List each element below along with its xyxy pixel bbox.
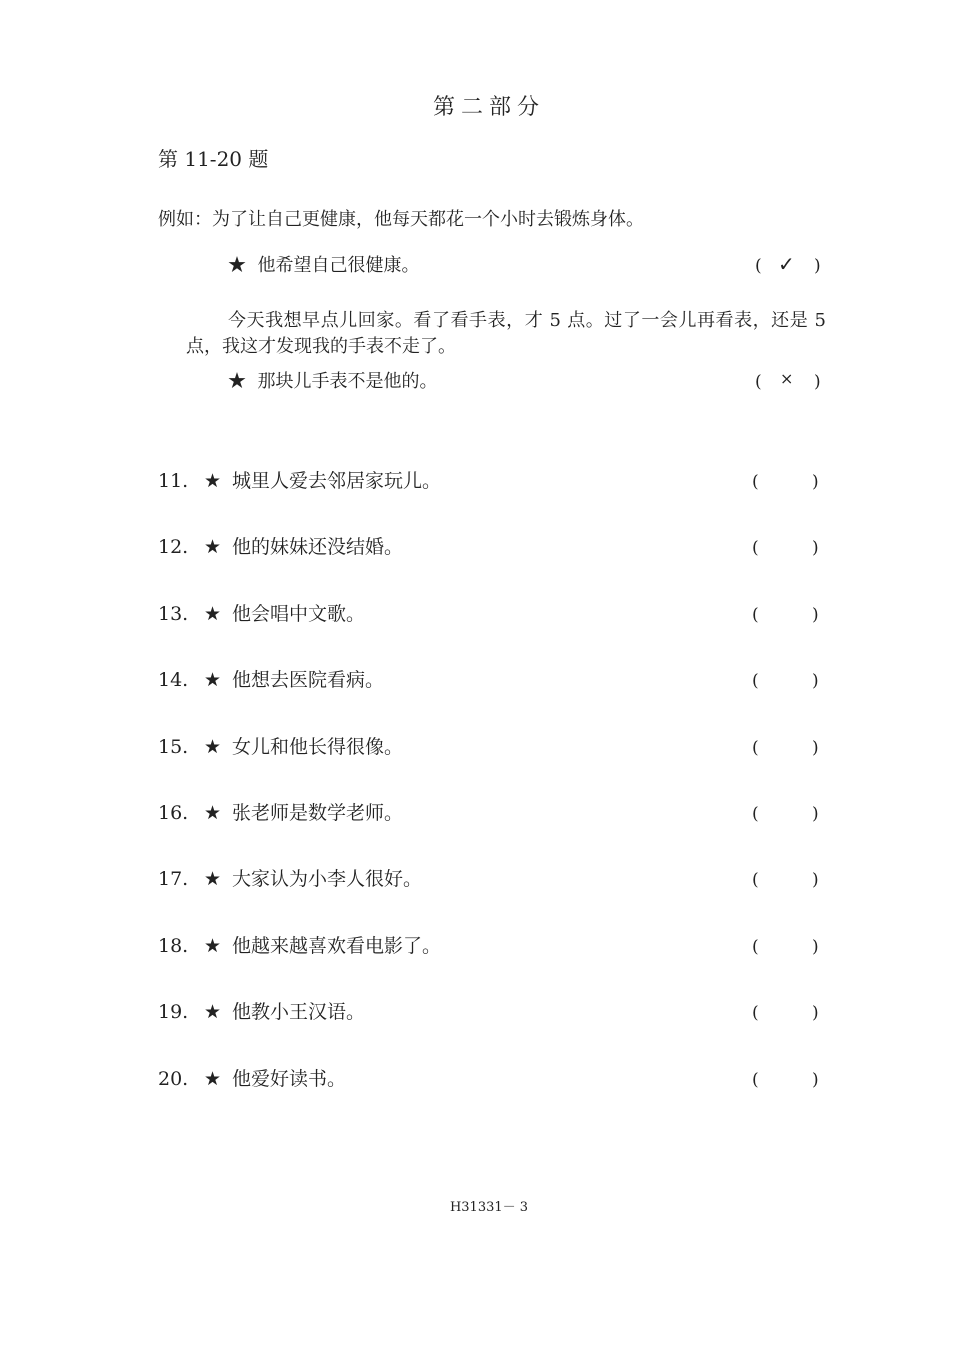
question-statement: 他爱好读书。 — [232, 1067, 347, 1090]
answer-close-paren: ) — [812, 538, 819, 559]
question-number: 17. — [158, 868, 189, 891]
cross-mark-answer: × — [780, 369, 794, 388]
question-item — [158, 735, 404, 758]
answer-open-paren[interactable]: ( — [752, 671, 759, 692]
question-statement: 城里人爱去邻居家玩儿。 — [232, 470, 442, 492]
star-icon: ★ — [204, 536, 222, 559]
question-statement: 他的妹妹还没结婚。 — [232, 536, 404, 559]
answer-close-paren: ) — [812, 936, 819, 957]
statement-text: 他希望自己很健康。 — [257, 255, 420, 276]
section-title: 第二部分 — [432, 95, 545, 120]
statement-text: 那块儿手表不是他的。 — [257, 371, 438, 392]
question-item — [158, 804, 403, 823]
question-item — [158, 602, 366, 625]
star-icon: ★ — [204, 1001, 222, 1024]
question-statement: 他想去医院看病。 — [232, 669, 385, 692]
question-statement: 他教小王汉语。 — [232, 1001, 366, 1024]
answer-open-paren[interactable]: ( — [752, 870, 759, 891]
question-item — [158, 1067, 347, 1090]
question-statement: 大家认为小李人很好。 — [232, 868, 423, 891]
question-number: 12. — [158, 536, 189, 559]
star-icon: ★ — [228, 255, 246, 276]
question-statement: 女儿和他长得很像。 — [232, 735, 404, 758]
answer-close-paren: ) — [812, 604, 819, 625]
question-item — [158, 934, 442, 957]
answer-close-paren: ) — [812, 737, 819, 758]
question-statement: 他会唱中文歌。 — [232, 602, 366, 625]
answer-close-paren: ) — [812, 1069, 819, 1090]
question-number: 13. — [158, 602, 189, 625]
example-2-statement — [228, 373, 437, 391]
question-number: 11. — [158, 470, 189, 492]
star-icon: ★ — [204, 470, 222, 492]
question-statement: 张老师是数学老师。 — [232, 802, 404, 824]
question-number: 16. — [158, 802, 189, 824]
question-number: 18. — [158, 934, 189, 957]
answer-open-paren[interactable]: ( — [752, 1069, 759, 1090]
star-icon: ★ — [204, 1067, 222, 1090]
open-paren: ( — [755, 372, 762, 392]
star-icon: ★ — [204, 735, 222, 758]
star-icon: ★ — [204, 602, 222, 625]
question-number: 19. — [158, 1001, 189, 1024]
answer-open-paren[interactable]: ( — [752, 538, 759, 559]
question-number: 20. — [158, 1067, 189, 1090]
close-paren: ) — [814, 256, 821, 276]
answer-open-paren[interactable]: ( — [752, 472, 759, 492]
answer-open-paren[interactable]: ( — [752, 1003, 759, 1024]
question-number: 15. — [158, 735, 189, 758]
star-icon: ★ — [204, 868, 222, 891]
open-paren: ( — [755, 256, 762, 276]
star-icon: ★ — [204, 669, 222, 692]
answer-close-paren: ) — [812, 1003, 819, 1024]
close-paren: ) — [814, 372, 821, 392]
example-2-passage: 今天我想早点儿回家。看了看手表，才 5 点。过了一会儿再看表，还是 5 点，我这才发现我的手表不走了。 — [186, 310, 826, 357]
answer-close-paren: ) — [812, 671, 819, 692]
question-range: 第 11-20 题 — [158, 147, 269, 171]
page-footer: H31331－ 3 — [449, 1200, 529, 1215]
question-item — [158, 870, 422, 889]
question-statement: 他越来越喜欢看电影了。 — [232, 934, 442, 957]
check-mark-answer: ✓ — [778, 252, 795, 276]
answer-close-paren: ) — [812, 870, 819, 891]
answer-open-paren[interactable]: ( — [752, 936, 759, 957]
example-1-statement — [228, 257, 419, 275]
answer-close-paren: ) — [812, 472, 819, 492]
question-item — [158, 538, 403, 557]
example-label: 例如： — [158, 209, 212, 230]
answer-open-paren[interactable]: ( — [752, 804, 759, 824]
star-icon: ★ — [204, 934, 222, 957]
question-item — [158, 671, 384, 690]
example-1-sentence: 为了让自己更健康，他每天都花一个小时去锻炼身体。 — [212, 209, 644, 230]
answer-open-paren[interactable]: ( — [752, 604, 759, 625]
answer-open-paren[interactable]: ( — [752, 737, 759, 758]
answer-close-paren: ) — [812, 804, 819, 824]
star-icon: ★ — [228, 371, 246, 392]
question-item — [158, 472, 441, 491]
question-item — [158, 1003, 365, 1022]
star-icon: ★ — [204, 802, 222, 824]
example-1-text — [158, 211, 644, 229]
question-number: 14. — [158, 669, 189, 692]
